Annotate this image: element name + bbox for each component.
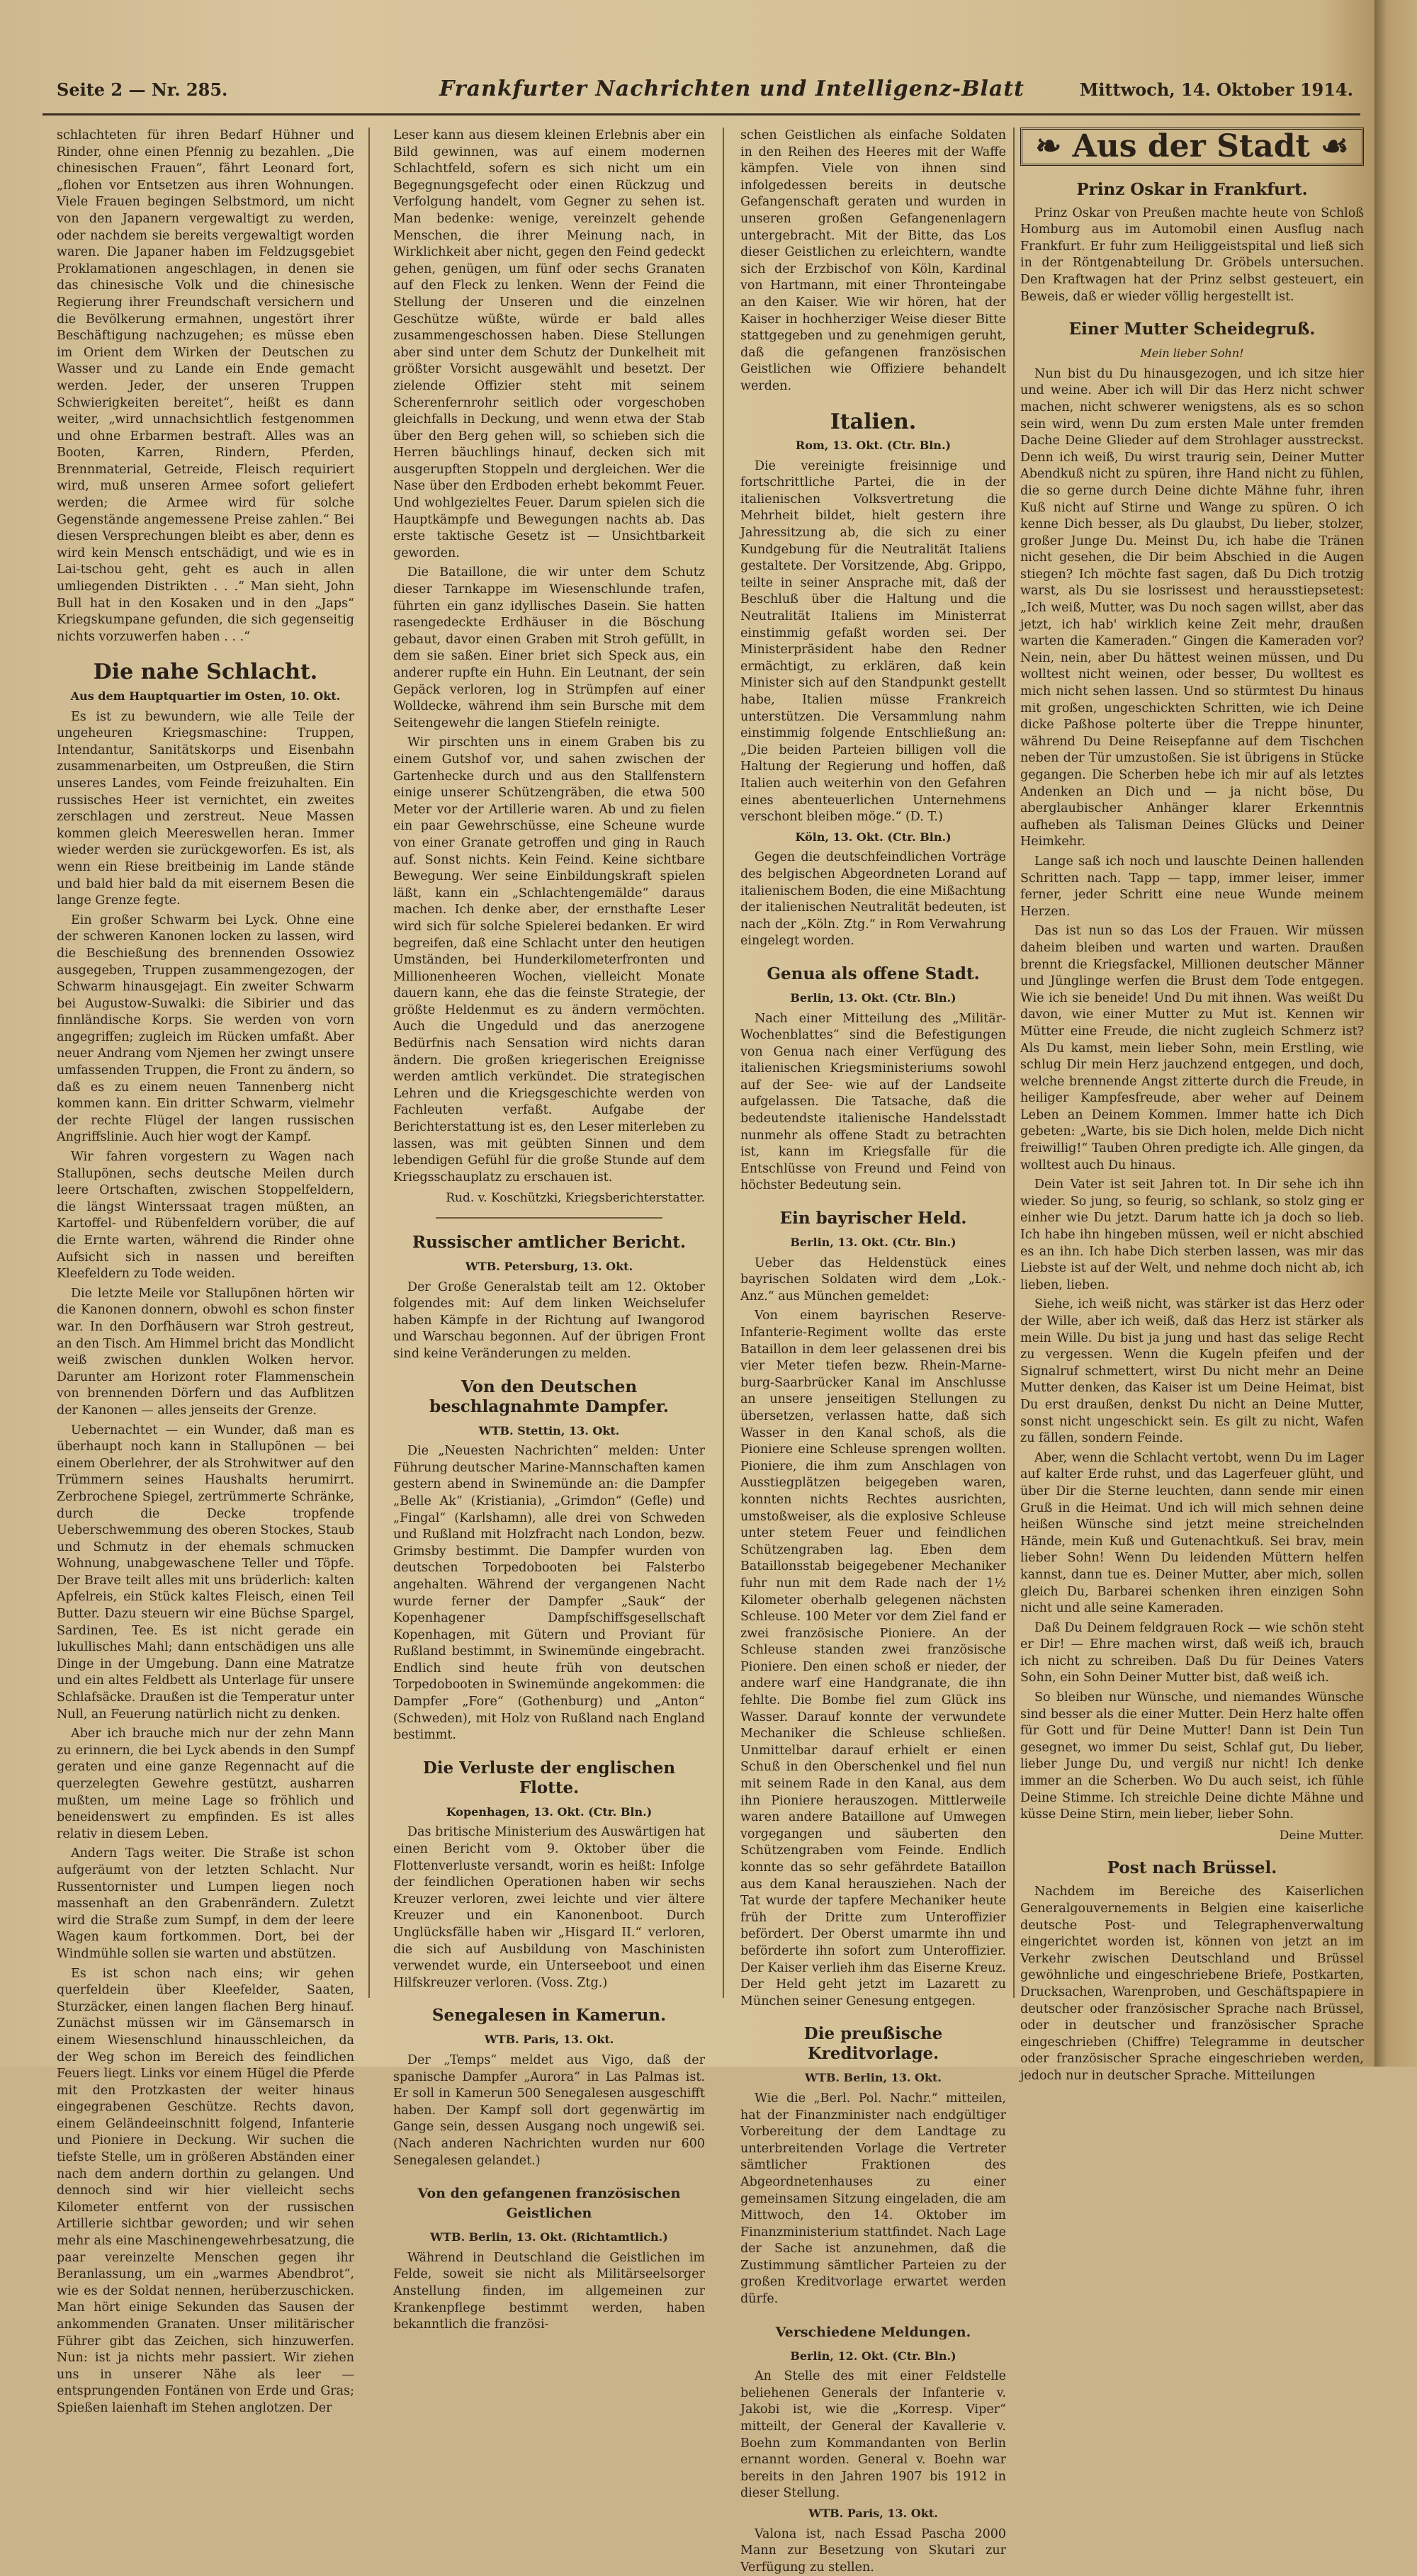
dateline: WTB. Stettin, 13. Okt.: [478, 1423, 620, 1437]
paragraph: Leser kann aus diesem kleinen Erlebnis aber ein Bild gewinnen, was auf einem modernen Schlachtfeld, sofern es sich nicht um ein Begegnungsgefecht oder einen Rückzug und Verfolgung handelt, vom Gegner zu sehen ist. Man bedenke: wenige, vereinzelt gehende Menschen, die ihrer Meinung nach, in Wirklichkeit aber nicht, gegen den Feind gedeckt gehen, genügen, um fünf oder sechs Granaten auf den Fleck zu lenken. Wenn der Feind die Stellung der Unseren und die einzelnen Geschütze wüßte, würde er bald alles zusammengeschossen haben. Diese Stellungen aber sind unter dem Schutz der Dunkelheit mit größter Vorsicht ausgewählt und besetzt. Der zielende Offizier steht mit seinem Scherenfernrohr seitlich oder vorgeschoben gleichfalls in Deckung, und wenn etwa der Stab über den Berg gehen will, so schieben sich die Herren bäuchlings hinauf, decken sich mit ausgerupften Stoppeln und dergleichen. Wer die Nase über den Erdboden erhebt bekommt Feuer. Und wohlgezieltes Feuer. Darum spielen sich die Hauptkämpfe und Bewegungen nachts ab. Das erste taktische Gesetz ist — Unsichtbarkeit geworden.: [393, 128, 705, 560]
ornament-icon: ☙: [1309, 128, 1349, 164]
paragraph: Der „Temps“ meldet aus Vigo, daß der spanische Dampfer „Aurora“ in Las Palmas ist. Er soll in Kamerun 500 Senegalesen ausgeschifft haben. Der Kampf soll dort gegenwärtig im Gange sein, dessen Ausgang noch ungewiß sei. (Nach anderen Nachrichten wurden nur 600 Senegalesen gelandet.): [393, 2052, 705, 2168]
column-rule: [723, 128, 724, 1998]
dateline: WTB. Berlin, 13. Okt.: [805, 2071, 942, 2085]
section-title-text: Aus der Stadt: [1072, 128, 1310, 164]
paragraph: Es ist zu bewundern, wie alle Teile der ungeheuren Kriegsmaschine: Truppen, Intendantur, Sanitätskorps und Eisenbahn zusammenarbeiten, um Ostpreußen, die Stirn unseres Landes, vom Feinde freizuhalten. Ein russisches Heer ist vernichtet, ein zweites zerschlagen und zerstreut. Neue Massen kommen gleich Meereswellen heran. Immer wieder werden sie zurückgeworfen. Es ist, als wenn ein Riese breitbeinig im Lande stände und bald hier bald da mit eisernem Besen die lange Grenze fegte.: [57, 709, 354, 908]
paragraph: Gegen die deutschfeindlichen Vorträge des belgischen Abgeordneten Lorand auf italienischem Boden, die eine Mißachtung der italienischen Neutralität bedeuten, ist nach der „Köln. Ztg.“ in Rom Verwahrung eingelegt worden.: [740, 850, 1006, 949]
page-number: Seite 2 — Nr. 285.: [57, 79, 228, 100]
paragraph: Uebernachtet — ein Wunder, daß man es überhaupt noch kann in Stallupönen — bei einem Oberlehrer, der als Strohwitwer auf den Trümmern seines Haushalts herumirrt. Zerbrochene Spiegel, zertrümmerte Schränke, durch die Decke tropfende Ueberschwemmung des oberen Stockes, Staub und Schmutz in der ehemals schmucken Wohnung, unabgewaschene Teller und Töpfe. Der Brave teilt alles mit uns brüderlich: kalten Apfelreis, ein Stück kaltes Fleisch, einen Teil Butter. Dazu steuern wir eine Büchse Spargel, Sardinen, Tee. Es ist nicht gerade ein lukullisches Mahl; dann entschädigen uns alle Dinge in der Umgebung. Dann eine Matratze und ein altes Feldbett als Unterlage für unsere Schlafsäcke. Draußen ist die Temperatur unter Null, an Feuerung natürlich nicht zu denken.: [57, 1423, 354, 1722]
paragraph: Prinz Oskar von Preußen machte heute von Schloß Homburg aus im Automobil einen Ausflug nach Frankfurt. Er fuhr zum Heiliggeistspital und ließ sich in der Röntgenabteilung Dr. Gröbels untersuchen. Den Kraftwagen hat der Prinz selbst gesteuert, ein Beweis, daß er wieder völlig hergestellt ist.: [1020, 205, 1364, 304]
page-header: [43, 71, 1360, 115]
paragraph: Während in Deutschland die Geistlichen im Felde, soweit sie nicht als Militärseelsorger Anstellung finden, im allgemeinen zur Krankenpflege bestimmt werden, haben bekanntlich die französi-: [393, 2250, 705, 2332]
author-signature: Rud. v. Koschützki, Kriegsberichterstatter.: [446, 1191, 705, 1206]
paragraph: Die vereinigte freisinnige und fortschrittliche Partei, die in der italienischen Volksvertretung die Mehrheit bildet, hielt gestern ihre Jahressitzung ab, die sich zu einer Kundgebung für die Neutralität Italiens gestaltete. Der Vorsitzende, Abg. Grippo, teilte in seiner Ansprache mit, daß der Beschluß über die Haltung und die Neutralität Italiens im Ministerrat einstimmig gefaßt worden sei. Der Ministerpräsident habe den Redner ermächtigt, zu erklären, daß kein Minister sich auf den Standpunkt gestellt habe, Italien müsse Frankreich unterstützen. Die Versammlung nahm einstimmig folgende Entschließung an: „Die beiden Parteien billigen voll die Haltung der Regierung und hoffen, daß Italien auch weiterhin von den Gefahren eines abenteuerlichen Unternehmens verschont bleiben möge.“ (D. T.): [740, 458, 1006, 825]
paragraph: Der Große Generalstab teilt am 12. Oktober folgendes mit: Auf dem linken Weichselufer haben Kämpfe in der Richtung auf Iwangorod und Warschau begonnen. Auf der übrigen Front sind keine Veränderungen zu melden.: [393, 1279, 705, 1361]
paragraph: Wir pirschten uns in einem Graben bis zu einem Gutshof vor, und sahen zwischen der Gartenhecke durch und aus den Stallfenstern einige unserer Schützengräben, die etwa 500 Meter vor der Artillerie waren. Ab und zu fielen ein paar Gewehrschüsse, eine Scheune wurde von einer Granate getroffen und ging in Rauch auf. Sonst nichts. Kein Feind. Keine sichtbare Bewegung. Wer seine Einbildungskraft spielen läßt, kann ein „Schlachtengemälde“ daraus machen. Ich denke aber, der ernsthafte Leser wird sich für solche Spielerei bedanken. Er wird begreifen, daß eine Schlacht unter den heutigen Umständen, bei Hunderkilometerfronten und Millionenheeren Wochen, vielleicht Monate dauern kann, ehe das die feinste Strategie, der größte Heldenmut es zu ändern vermöchten. Auch die Ungeduld und das anerzogene Bedürfnis nach Sensation wird nichts daran ändern. Die großen kriegerischen Ereignisse werden amtlich verkündet. Die strategischen Lehren und die Kriegsgeschichte werden von Fachleuten verfaßt. Aufgabe der Berichterstattung ist es, den Leser miterleben zu lassen, was mit geübten Sinnen und dem lebendigen Gefühl für die große Stunde auf dem Kriegsschauplatz zu erschauen ist.: [393, 735, 705, 1185]
dateline: WTB. Berlin, 13. Okt. (Richtamtlich.): [430, 2230, 668, 2244]
headline-die-nahe-schlacht: Die nahe Schlacht.: [93, 660, 318, 685]
dateline: Aus dem Hauptquartier im Osten, 10. Okt.: [70, 689, 341, 703]
headline-scheidegruss: Einer Mutter Scheidegruß.: [1068, 320, 1316, 339]
ornament-icon: ❧: [1035, 128, 1073, 164]
paragraph: Siehe, ich weiß nicht, was stärker ist das Herz oder der Wille, aber ich weiß, daß das Herz ist stärker als mein Wille. Du bist ja jung und hast das selige Recht zu vergessen. Wenn die Kugeln pfeifen und der Signalruf schmettert, wirst Du nicht mehr an Deine Mutter denken, das Kaiser ist um Deine Heimat, bist Du erst draußen, denkst Du nicht an Deine Mutter, sonst nicht ungeschickt sein. Es gilt zu nicht, Wafen zu fällen, sondern Feinde.: [1020, 1297, 1364, 1446]
dateline: Berlin, 13. Okt. (Ctr. Bln.): [790, 990, 956, 1005]
headline-englische-flotte: Die Verluste der englischen Flotte.: [422, 1758, 676, 1797]
paragraph: Aber, wenn die Schlacht vertobt, wenn Du im Lager auf kalter Erde ruhst, und das Lagerfeuer glüht, und über Dir die Sterne leuchten, dann sende mir einen Gruß in die Heimat. Und ich will mich sehnen deine heißen Wünsche sind jetzt meine streichelnden Hände, mein Kuß und Gutenachtkuß. Sei brav, mein lieber Sohn! Wenn Du leidenden Müttern helfen kannst, dann tue es. Deiner Mutter, aber mich, sollen gleich Du, Barbarei schenken ihren einzigen Sohn nicht und alle seine Kameraden.: [1020, 1450, 1364, 1616]
column-rule: [368, 128, 370, 1998]
paragraph: Ein großer Schwarm bei Lyck. Ohne eine der schweren Kanonen locken zu lassen, wird die Beschießung des brennenden Ossowiez ausgegeben, Truppen zusammengezogen, der Schwarm hinausgejagt. Ein zweiter Schwarm bei Augustow-Suwalki: die Sibirier und das finnländische Korps. Sie werden von vorn angegriffen; zugleich im Rücken umfaßt. Aber neuer Andrang vom Njemen her zwingt unsere umfassenden Truppen, die Front zu ändern, so daß es zu einem neuen Tannenberg nicht kommen kann. Ein dritter Schwarm, vielmehr der rechte Flügel der langen russischen Angriffslinie. Auch hier wogt der Kampf.: [57, 913, 354, 1145]
dateline: Berlin, 13. Okt. (Ctr. Bln.): [790, 1236, 956, 1250]
paragraph: Nach einer Mitteilung des „Militär-Wochenblattes“ sind die Befestigungen von Genua nach einer Verfügung des italienischen Kriegsministeriums sowohl auf der See- wie auf der Landseite aufgelassen. Die Tatsache, daß die bedeutendste italienische Handelsstadt nunmehr als offene Stadt zu betrachten ist, kann im Kriegsfalle für die Entschlüsse von Freund und Feind von höchster Bedeutung sein.: [740, 1011, 1006, 1193]
paragraph: Nun bist du Du hinausgezogen, und ich sitze hier und weine. Aber ich will Dir das Herz nicht schwer machen, nicht schwerer wenigstens, als es so schon sein wird, wenn Du zum ersten Male unter fremden Dache Deine Glieder auf dem Strohlager ausstreckst. Denn ich weiß, Du wirst traurig sein, Deiner Mutter Abendkuß nicht zu spüren, ihre Hand nicht zu fühlen, die so gerne durch Deine dichte Mähne fuhr, ihren Kuß nicht auf Stirne und Wange zu spüren. O ich kenne Dich besser, als Du glaubst, Du lieber, stolzer, großer Junge Du. Meinst Du, ich habe die Tränen nicht gesehen, die Dir beim Abschied in die Augen stiegen? Ich möchte fast sagen, daß Du Dich trotzig warst, als Du sie losrissest und herausstiepsetest: „Ich weiß, Mutter, was Du noch sagen willst, aber das jetzt, ich hab' wirklich keine Zeit mehr, draußen warten die Kameraden.“ Gingen die Kameraden vor? Nein, nein, aber Du hättest weinen müssen, und Du wolltest nicht weinen, oder besser, Du wolltest es mich nicht sehen lassen. Und so stürmtest Du hinaus mit großen, ungeschickten Schritten, wie ich Deine dicke Paßhose polterte über die Treppe hinunter, während Du Deine Reisepfanne auf dem Tischchen neben der Tür umzustoßen. Sie ist übrigens in Stücke gegangen. Die Scherben hebe ich mir auf als letztes Andenken an Dich und — ja nicht böse, Du aberglaubischer Anhänger klarer Erkenntnis aufheben als Talisman Deines Glücks und Deiner Heimkehr.: [1020, 366, 1364, 849]
column-rule: [1013, 128, 1015, 1998]
headline-russischer-bericht: Russischer amtlicher Bericht.: [412, 1233, 686, 1252]
dateline: Kopenhagen, 13. Okt. (Ctr. Bln.): [446, 1804, 653, 1819]
paragraph: Wir fahren vorgestern zu Wagen nach Stallupönen, sechs deutsche Meilen durch leere Ortschaften, zwischen Stoppelfeldern, die längst Winterssaat tragen müßten, an Kartoffel- und Rübenfeldern vorüber, die auf die Ernte warten, während die Rinder ohne Aufsicht sich in nassen und bereiften Kleefeldern zu Tode weiden.: [57, 1150, 354, 1282]
headline-geistliche: Von den gefangenen französischen Geistlichen: [417, 2186, 681, 2222]
column-2: [393, 128, 705, 2332]
paragraph: Nachdem im Bereiche des Kaiserlichen Generalgouvernements in Belgien eine kaiserliche deutsche Post- und Telegraphenverwaltung eingerichtet worden ist, können von jetzt an im Verkehr zwischen Deutschland und Brüssel gewöhnliche und eingeschriebene Briefe, Postkarten, Drucksachen, Warenproben, und Geschäftspapiere in deutscher oder französischer Sprache nach Brüssel, oder in deutscher und französischer Sprache eingeschrieben (Chiffre) Telegramme in deutscher oder französischer Sprache eingeschrieben werden, jedoch nur in deutscher Sprache. Mitteilungen: [1020, 1885, 1364, 2083]
headline-verschiedene-meldungen: Verschiedene Meldungen.: [775, 2324, 971, 2340]
paragraph: Es ist schon nach eins; wir gehen querfeldein über Kleefelder, Saaten, Sturzäcker, einen langen flachen Berg hinauf. Zunächst müssen wir im Gänsemarsch in einem Wiesenschlund hinausschleichen, da der Weg schon im Bereich des feindlichen Feuers liegt. Links vor einem Hügel die Pferde mit den Protzkasten der weiter hinaus eingegrabenen Geschütze. Rechts davon, einem Geländeeinschnitt folgend, Infanterie und Pioniere in Deckung. Wir suchen die tiefste Stelle, um in größeren Abständen einer nach dem andern dorthin zu gelangen. Und dennoch sind wir hier vielleicht sechs Kilometer entfernt von der russischen Artillerie sichtbar geworden; und wir sehen mehr als eine Maschinengewehrbesatzung, die paar vereinzelte Menschen gegen ihr Beranlassung, um ein „warmes Abendbrot“, wie es der Soldat nennen, herüberzuschicken. Man hört einige Sekunden das Sausen der ankommenden Granaten. Unser militärischer Führer gibt das Zeichen, sich hinzuwerfen. Nun: ist ja nichts mehr passiert. Wir ziehen uns in unserer Nähe als leer — entsprungenden Fontänen von Erde und Gras; Spießen laienhaft im Stehen anglotzen. Der: [57, 1966, 354, 2415]
paragraph: Wie die „Berl. Pol. Nachr.“ mitteilen, hat der Finanzminister nach endgültiger Vorbereitung der dem Landtage zu unterbreitenden Vorlage die Vertreter sämtlicher Fraktionen des Abgeordnetenhauses zu einer gemeinsamen Sitzung eingeladen, die am Mittwoch, den 14. Oktober im Finanzministerium stattfindet. Nach Lage der Sache ist anzunehmen, daß die Zustimmung sämtlicher Parteien zu der großen Kreditvorlage erwartet werden dürfe.: [740, 2091, 1006, 2307]
dateline: Köln, 13. Okt. (Ctr. Bln.): [795, 830, 952, 844]
column-4: [1020, 128, 1364, 2083]
newspaper-title: Frankfurter Nachrichten und Intelligenz-Blatt: [439, 77, 1025, 101]
dateline: Rom, 13. Okt. (Ctr. Bln.): [795, 439, 952, 453]
column-1: [57, 128, 354, 2415]
paragraph: schlachteten für ihren Bedarf Hühner und Rinder, ohne einen Pfennig zu bezahlen. „Die chinesischen Frauen“, fährt Leonard fort, „flohen vor Entsetzen aus ihren Wohnungen. Viele Frauen begingen Selbstmord, um nicht von den Japanern vergewaltigt zu werden, oder nachdem sie bereits vergewaltigt worden waren. Die Japaner haben im Feldzugsgebiet Proklamationen angeschlagen, in denen sie das chinesische Volk und die chinesische Regierung ihrer Freundschaft versichern und die Bevölkerung ermahnen, ungestört ihrer Beschäftigung nachzugehen; es müsse eben im Orient dem Wirken der Deutschen zu Wasser und zu Lande ein Ende gemacht werden. Jeder, der unseren Truppen Schwierigkeiten bereitet“, heißt es dann weiter, „wird unnachsichtlich festgenommen und ohne Erbarmen bestraft. Alles was an Booten, Karren, Rindern, Pferden, Brennmaterial, Getreide, Fleisch requiriert wird, muß unseren Armee sofort geliefert werden; die Armee wird für solche Gegenstände angemessene Preise zahlen.“ Bei diesen Versprechungen bleibt es aber, denn es wird kein Mensch entschädigt, und wie es in Lai-tschou geht, geht es auch in allen umliegenden Distrikten . . .“ Man sieht, John Bull hat in den Kosaken und in den „Japs“ Kriegskumpane gefunden, die sich gegenseitig nichts vorzuwerfen haben . . .“: [57, 128, 354, 644]
paragraph: Valona ist, nach Essad Pascha 2000 Mann zur Besetzung von Skutari zur Verfügung zu stellen.: [740, 2526, 1006, 2575]
column-3: [740, 128, 1006, 2575]
paragraph: Von einem bayrischen Reserve-Infanterie-Regiment wollte das erste Bataillon in dem leer gelassenen drei bis vier Meter tiefen bezw. Rhein-Marne-burg-Saarbrücker Kanal im Anschlusse an unsere jenseitigen Stellungen zu übersetzen, verlassen hatte, daß sich Wasser in den Kanal schoß, als die Pioniere eine Schleuse sprengen wollten. Pioniere, die ihm zum Anschlagen von Ausstiegplätzen beigegeben waren, konnten nichts Rechtes ausrichten, umstoßweiser, als die explosive Schleuse unter stetem Feuer und feindlichen Schützengraben lag. Eben dem Bataillonsstab beigegebener Mechaniker fuhr nun mit dem Rade nach der 1½ Kilometer oberhalb gelegenen nächsten Schleuse. 100 Meter vor dem Ziel fand er zwei französische Pioniere. An der Schleuse standen zwei französische Pioniere. Den einen schoß er nieder, der andere warf eine Handgranate, die ihn fehlte. Die Bombe fiel zum Glück ins Wasser. Darauf konnte der verwundete Mechaniker die Schleuse schließen. Unmittelbar darauf erhielt er einen Schuß in den Oberschenkel und fiel nun mit seinem Rade in den Kanal, aus dem ihn Pioniere herauszogen. Mittlerweile waren andere Bataillone auf Umwegen vorgegangen und säuberten den Schützengraben vom Feinde. Endlich konnte das so sehr gefährdete Bataillon aus dem Kanal herausziehen. Nach der Tat wurde der tapfere Mechaniker heute früh der Dritte zum Unteroffizier befördert. Der Oberst umarmte ihn und beförderte ihn sofort zum Unteroffizier. Der Kaiser verlieh ihm das Eiserne Kreuz. Der Held geht jetzt im Lazarett zu München seiner Genesung entgegen.: [740, 1309, 1006, 2009]
paragraph: Das britische Ministerium des Auswärtigen hat einen Bericht vom 9. Oktober über die Flottenverluste versandt, worin es heißt: Infolge der feindlichen Operationen haben wir sechs Kreuzer verloren, zwei leichte und vier ältere Kreuzer und ein Kanonenboot. Durch Unglücksfälle haben wir „Hisgard II.“ verloren, die sich auf Ausbildung von Maschinisten verwendet wurde, ein Unterseeboot und einen Hilfskreuzer verloren. (Voss. Ztg.): [393, 1825, 705, 1990]
headline-bayrischer-held: Ein bayrischer Held.: [779, 1209, 967, 1228]
paragraph: An Stelle des mit einer Feldstelle beliehenen Generals der Infanterie v. Jakobi ist, wie die „Korresp. Viper“ mitteilt, der General der Kavallerie v. Boehn zum Kommandanten von Berlin ernannt worden. General v. Boehn war bereits in den Jahren 1907 bis 1912 in dieser Stellung.: [740, 2369, 1006, 2501]
paragraph: Die letzte Meile vor Stallupönen hörten wir die Kanonen donnern, obwohl es schon finster war. In den Dorfhäusern war Stroh gestreut, an den Tisch. Am Himmel bricht das Mondlicht weiß zwischen dunklen Wolken hervor. Darunter am Horizont roter Flammenschein von brennenden Dörfern und das Aufblitzen der Kanonen — alles jenseits der Grenze.: [57, 1286, 354, 1418]
headline-dampfer: Von den Deutschen beschlagnahmte Dampfer.: [429, 1377, 669, 1416]
paragraph: Daß Du Deinem feldgrauen Rock — wie schön steht er Dir! — Ehre machen wirst, daß weiß ich, brauch ich nicht zu schreiben. Daß Du für Deines Vaters Sohn, ein Sohn Deiner Mutter bist, daß weiß ich.: [1020, 1620, 1364, 1685]
headline-post-bruessel: Post nach Brüssel.: [1107, 1858, 1277, 1878]
paragraph: Dein Vater ist seit Jahren tot. In Dir sehe ich ihn wieder. So jung, so feurig, so schlank, so stolz ging er einher wie Du jetzt. Darum hatte ich ja doch so lieb. Ich habe ihn hingeben müssen, weil er nicht abschied es an ihn. Ich habe Dich sterben lassen, was mir das Liebste ist auf der Welt, und nehme doch nicht ab, ich lieben, lieben.: [1020, 1177, 1364, 1292]
paragraph: Die „Neuesten Nachrichten“ melden: Unter Führung deutscher Marine-Mannschaften kamen gestern abend in Swinemünde an: die Dampfer „Belle Ak“ (Kristiania), „Grimdon“ (Gefle) und „Fingal“ (Karlshamn), alle drei von Schweden und Rußland mit Holzfracht nach London, bezw. Grimsby bestimmt. Die Dampfer wurden von deutschen Torpedobooten bei Falsterbo angehalten. Während der vergangenen Nacht wurde ferner der Dampfer „Sauk“ der Kopenhagener Dampfschiffsgesellschaft Kopenhagen, mit Gütern und Proviant für Rußland bestimmt, in Swinemünde eingebracht. Endlich sind heute früh von deutschen Torpedobooten in Swinemünde angekommen: die Dampfer „Fore“ (Gothenburg) und „Anton“ (Schweden), mit Holz von Rußland nach England bestimmt.: [393, 1444, 705, 1743]
paragraph: So bleiben nur Wünsche, und niemandes Wünsche sind besser als die einer Mutter. Dein Herz halte offen für Gott und für Deine Mutter! Dann ist Dein Tun gesegnet, wo immer Du seist, Schlaf gut, Du lieber, lieber Junge Du, und vergiß nur nicht! Ich denke immer an die Scherben. Wo Du auch seist, ich fühle Deine Stimme. Ich streichle Deine dichte Mähne und küsse Deine Stirn, mein lieber, lieber Sohn.: [1020, 1690, 1364, 1822]
letter-signature: Deine Mutter.: [1279, 1828, 1364, 1843]
headline-genua: Genua als offene Stadt.: [767, 964, 980, 983]
divider: [436, 1217, 662, 1219]
adjacent-page-edge: [1374, 0, 1417, 2067]
dateline: WTB. Paris, 13. Okt.: [808, 2507, 938, 2520]
dateline: Berlin, 12. Okt. (Ctr. Bln.): [790, 2349, 956, 2363]
paragraph: schen Geistlichen als einfache Soldaten in den Reihen des Heeres mit der Waffe kämpfen. Viele von ihnen sind infolgedessen bereits in deutsche Gefangenschaft geraten und wurden in unseren großen Gefangenenlagern untergebracht. Mit der Bitte, das Los dieser Geistlichen zu erleichtern, wandte sich der Erzbischof von Köln, Kardinal von Hartmann, mit einer Thronteingabe an den Kaiser. Wie wir hören, hat der Kaiser in hochherziger Weise dieser Bitte stattgegeben und zu genehmigen geruht, daß die gefangenen französischen Geistlichen wie Offiziere behandelt werden.: [740, 128, 1006, 393]
paragraph: Das ist nun so das Los der Frauen. Wir müssen daheim bleiben und warten und warten. Draußen brennt die Kriegsfackel, Millionen deutscher Männer und Jünglinge werfen die Brust dem Tode entgegen. Wie ich sie beneide! Und Du mit ihnen. Was weißt Du davon, wie einer Mutter zu Mut ist. Kennen wir Mütter eine Freude, die nicht zugleich Schmerz ist? Als Du kamst, mein lieber Sohn, mein Erstling, wie schlug Dir mein Herz jauchzend entgegen, und doch, welche brennende Angst zitterte durch die Freude, in heiliger Kampfesfreude, aber weher auf Deinem Leben an Deinem Kommen. Immer hatte ich Dich gebeten: „Warte, bis sie Dich holen, melde Dich nicht freiwillig!“ Tauben Ohren predigte ich. Alle gingen, da wolltest auch Du hinaus.: [1020, 924, 1364, 1173]
headline-kreditvorlage: Die preußische Kreditvorlage.: [803, 2024, 943, 2064]
paragraph: Die Bataillone, die wir unter dem Schutz dieser Tarnkappe im Wiesenschlunde trafen, führten ein ganz idyllisches Dasein. Sie hatten rasengedeckte Erdhäuser in die Böschung gebaut, davor einen Graben mit Stroh gefüllt, in dem sie saßen. Einer briet sich Speck aus, ein anderer rupfte ein Huhn. Ein Leutnant, der sein Gepäck verloren, log in Strümpfen auf einer Wolldecke, während ihm sein Bursche mit dem Seitengewehr die langen Stiefeln reinigte.: [393, 565, 705, 730]
issue-date: Mittwoch, 14. Oktober 1914.: [1079, 79, 1353, 100]
paragraph: Aber ich brauche mich nur der zehn Mann zu erinnern, die bei Lyck abends in den Sumpf geraten und eine ganze Regennacht auf die querzelegten Gewehre gestützt, ausharren mußten, um meine Lage so fröhlich und beneidenswert zu empfinden. Es ist alles relativ in diesem Leben.: [57, 1727, 354, 1841]
dateline: WTB. Paris, 13. Okt.: [484, 2033, 614, 2047]
dateline: WTB. Petersburg, 13. Okt.: [465, 1260, 633, 1273]
salutation: Mein lieber Sohn!: [1140, 346, 1244, 361]
paragraph: Andern Tags weiter. Die Straße ist schon aufgeräumt von der letzten Schlacht. Nur Russentornister und Lumpen liegen noch massenhaft an den Grabenrändern. Zuletzt wird die Straße zum Sumpf, in dem der leere Wagen kaum fortkommen. Dort, bei der Windmühle sollen sie warten und abstützen.: [57, 1846, 354, 1961]
headline-senegalesen: Senegalesen in Kamerun.: [431, 2006, 667, 2026]
paragraph: Lange saß ich noch und lauschte Deinen hallenden Schritten nach. Tapp — tapp, immer leiser, immer ferner, jeder Schritt eine neue Wunde meinem Herzen.: [1020, 854, 1364, 919]
section-title-aus-der-stadt: [1020, 128, 1364, 166]
paragraph: Ueber das Heldenstück eines bayrischen Soldaten wird dem „Lok.-Anz.“ aus München gemeldet:: [740, 1255, 1006, 1304]
headline-prinz-oskar: Prinz Oskar in Frankfurt.: [1076, 179, 1308, 199]
headline-italien: Italien.: [830, 409, 917, 434]
